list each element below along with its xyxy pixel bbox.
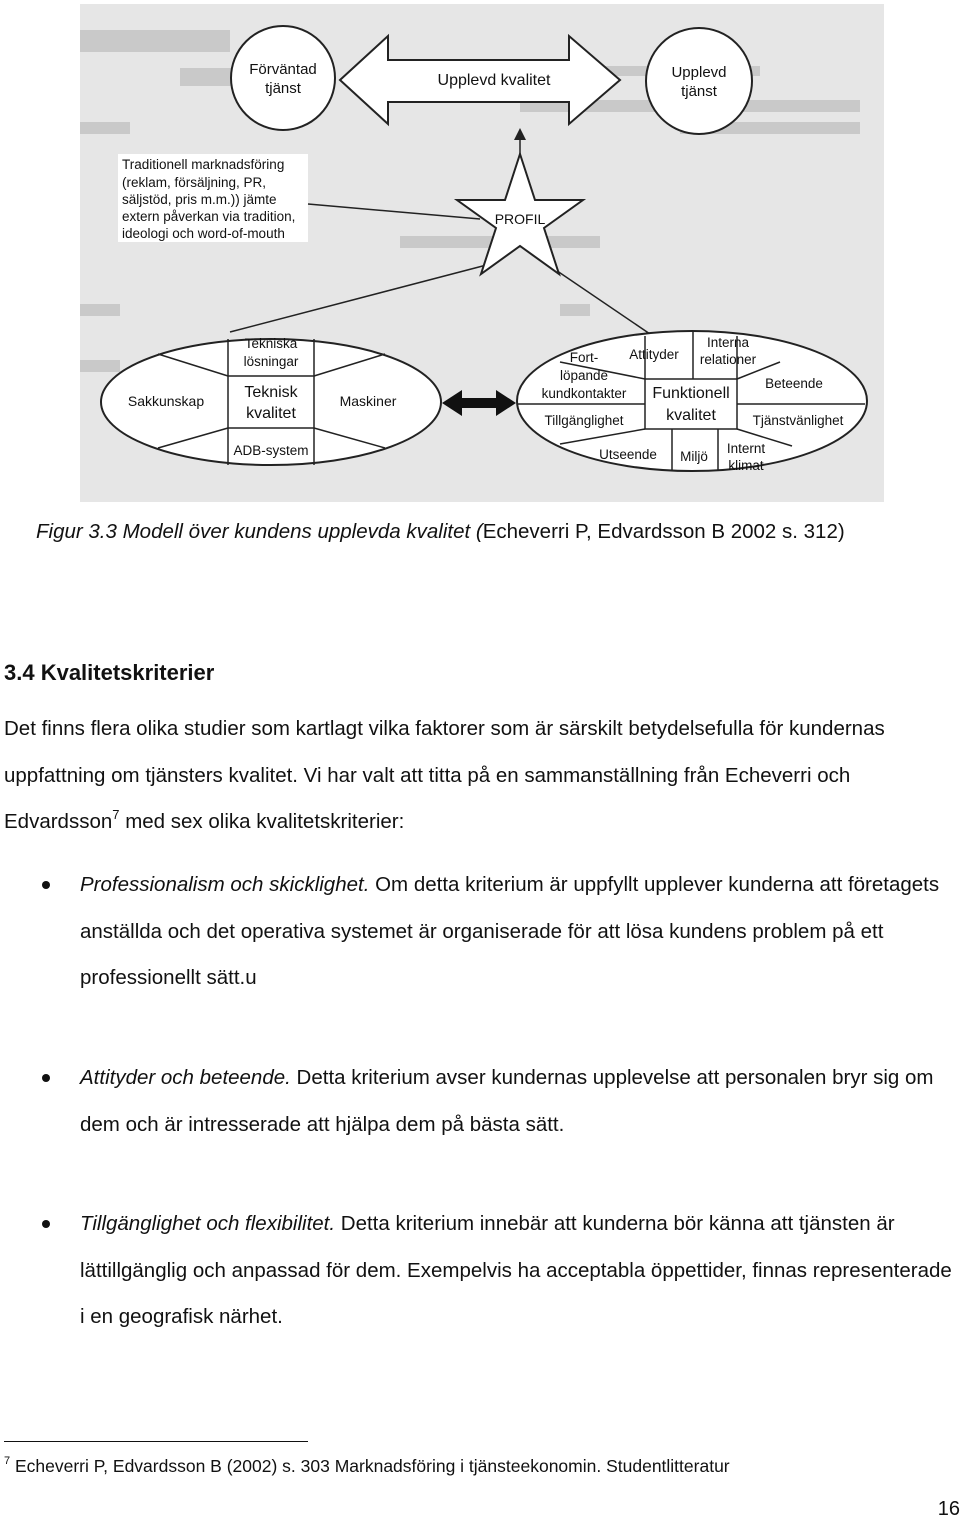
ongoing-contacts-label-1: Fort- (569, 350, 599, 365)
bullet-icon (42, 881, 50, 889)
technical-quality-label-1: Teknisk (244, 384, 298, 401)
expected-service-label-2: tjänst (265, 80, 301, 97)
experienced-service-circle (646, 28, 752, 134)
internal-climate-label-1: Internt (726, 441, 766, 456)
section-heading: 3.4 Kvalitetskriterier (4, 660, 215, 685)
intro-text-b: med sex olika kvalitetskriterier: (119, 810, 405, 833)
criterion-text: Om detta kriterium är uppfyllt upplever kunderna att företagets anställda och det operativa systemet är organiserade för att lösa kundens problem på ett professionellt sätt.u (80, 873, 940, 989)
bullet-icon (42, 1074, 50, 1082)
footnote-number: 7 (4, 1455, 11, 1467)
profile-label: PROFIL (494, 211, 546, 227)
list-item (80, 862, 956, 1002)
attitudes-label: Attityder (629, 347, 679, 362)
bullet-icon (42, 1220, 50, 1228)
functional-quality-label-1: Funktionell (652, 385, 730, 402)
appearance-label: Utseende (599, 447, 657, 462)
footnote (4, 1456, 730, 1477)
expected-service-label-1: Förväntad (249, 61, 317, 78)
internal-climate-label-2: klimat (728, 458, 764, 473)
technical-quality-label-2: kvalitet (246, 405, 296, 422)
experienced-service-label-2: tjänst (681, 83, 717, 100)
criterion-title: Tillgänglighet och flexibilitet. (80, 1212, 336, 1235)
expected-service-circle (231, 26, 335, 130)
environment-label: Miljö (680, 449, 708, 464)
functional-quality-label-2: kvalitet (666, 407, 716, 424)
traditional-marketing-text: Traditionell marknadsföring (reklam, försäljning, PR, säljstöd, pris m.m.)) jämte extern påverkan via tradition, ideologi och word-of-mouth (122, 157, 296, 241)
profile-arrow-up-head (514, 128, 526, 140)
footnote-separator (4, 1441, 308, 1442)
adb-system-label: ADB-system (233, 443, 309, 458)
technical-solutions-label-2: lösningar (243, 354, 299, 369)
accessibility-label: Tillgänglighet (544, 413, 624, 428)
criterion-title: Attityder och beteende. (80, 1066, 291, 1089)
bold-double-arrow (442, 390, 516, 416)
list-item (80, 1201, 956, 1341)
machines-label: Maskiner (339, 393, 397, 409)
intro-text-a: Det finns flera olika studier som kartlagt vilka faktorer som är särskilt betydelsefulla för kundernas uppfattning om tjänsters kvalitet. Vi har valt att titta på en sammanställning från Echeverri och Edvardsson (4, 717, 885, 833)
behavior-label: Beteende (765, 376, 823, 391)
quality-model-diagram (80, 4, 884, 502)
internal-relations-label-1: Interna (706, 335, 750, 350)
ongoing-contacts-label-2: löpande (559, 368, 609, 383)
helpfulness-label: Tjänstvänlighet (752, 413, 844, 428)
figure-caption (36, 520, 845, 544)
caption-citation: Echeverri P, Edvardsson B 2002 s. 312) (482, 520, 845, 543)
criterion-title: Professionalism och skicklighet. (80, 873, 370, 896)
expertise-label: Sakkunskap (127, 393, 205, 409)
criterion-text: Detta kriterium avser kundernas upplevelse att personalen bryr sig om dem och är intresserade att hjälpa dem på bästa sätt. (80, 1066, 934, 1136)
intro-paragraph (4, 706, 954, 846)
ongoing-contacts-label-3: kundkontakter (541, 386, 627, 401)
experienced-service-label-1: Upplevd (671, 64, 727, 81)
page-number: 16 (937, 1498, 960, 1520)
technical-solutions-label-1: Tekniska (244, 336, 298, 351)
figure-quality-model (80, 4, 884, 502)
footnote-reference: 7 (112, 807, 120, 822)
internal-relations-label-2: relationer (699, 352, 757, 367)
caption-italic: Figur 3.3 Modell över kundens upplevda kvalitet ( (36, 520, 483, 543)
footnote-text: Echeverri P, Edvardsson B (2002) s. 303 Marknadsföring i tjänsteekonomin. Studentlitteratur (10, 1456, 730, 1476)
experienced-quality-label: Upplevd kvalitet (437, 72, 551, 89)
criterion-text: Detta kriterium innebär att kunderna bör känna att tjänsten är lättillgänglig och anpassad för dem. Exempelvis ha acceptabla öppettider, finnas representerade i en geografisk närhet. (80, 1212, 952, 1328)
list-item (80, 1055, 956, 1148)
